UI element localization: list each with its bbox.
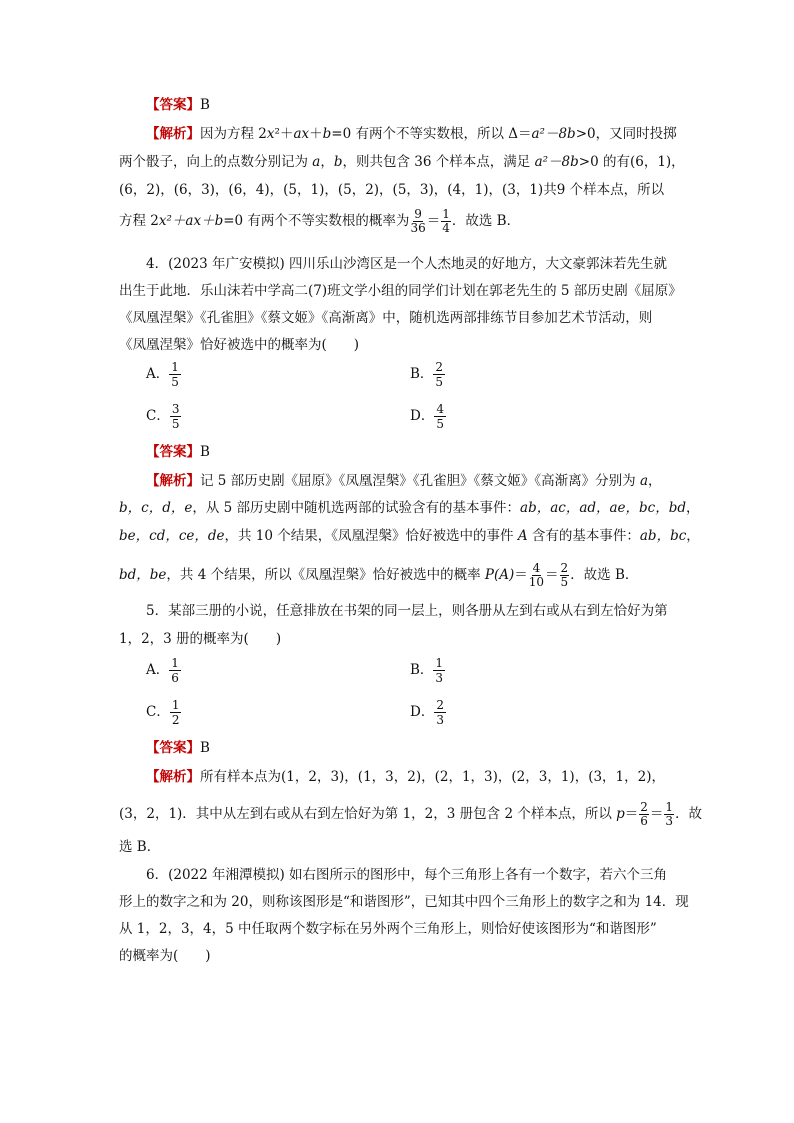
q6-stem-line-3: 从 1，2，3，4，5 中任取两个数字标在另外两个三角形上，则恰好使该图形为“和谐图形” <box>119 921 657 937</box>
q5-answer-line <box>146 739 210 757</box>
q6-stem-line-2: 形上的数字之和为 20，则称该图形是“和谐图形”，已知其中四个三角形上的数字之和为 14．现 <box>119 894 689 910</box>
q4-explanation-line-4: bd，be，共 4 个结果，所以《凤凰涅槃》恰好被选中的概率 P(A)＝ $\frac{4}{10}$ ＝ $\frac{2}{5}$ ．故选 B． <box>119 561 639 589</box>
answer-tag: 【答案】 <box>146 444 200 460</box>
q3-explanation-line-2: 两个骰子，向上的点数分别记为 a，b，则共包含 36 个样本点，满足 a²－8b>0 的有(6，1)， <box>119 154 685 170</box>
q4-stem-line-4: 《凤凰涅槃》恰好被选中的概率为( ) <box>119 337 360 353</box>
fraction: $\frac{2}{5}$ <box>560 561 569 589</box>
fraction: $\frac{9}{36}$ <box>410 207 426 235</box>
answer-value: B <box>200 444 210 460</box>
q6-stem-line-1: 6．(2022 年湘潭模拟) 如右图所示的图形中，每个三角形上各有一个数字，若六个三角 <box>146 867 668 883</box>
q4-answer-line <box>146 443 210 461</box>
answer-value: B <box>200 740 210 756</box>
fraction: $\frac{1}{3}$ <box>665 800 674 828</box>
q4-explanation-line-2: b，c，d，e，从 5 部历史剧中随机选两部的试验含有的基本事件：ab，ac，ad，ae，bc，bd， <box>119 500 700 516</box>
answer-value: B <box>200 97 210 113</box>
q5-explanation-line-2: (3，2，1)．其中从左到右或从右到左恰好为第 1，2，3 册包含 2 个样本点，所以 p＝ $\frac{2}{6}$ ＝ $\frac{1}{3}$ ．故 <box>119 800 703 828</box>
q5-explanation-line-1: 【解析】所有样本点为(1，2，3)，(1，3，2)，(2，1，3)，(2，3，1)，(3，1，2)， <box>146 769 666 785</box>
q5-option-a: A． $\frac{1}{6}$ <box>146 656 179 685</box>
q4-option-b: B． $\frac{2}{5}$ <box>410 360 444 389</box>
q3-explanation-line-3: (6，2)，(6，3)，(6，4)，(5，1)，(5，2)，(5，3)，(4，1)，(3，1)共9 个样本点，所以 <box>119 182 665 198</box>
answer-tag: 【答案】 <box>146 740 200 756</box>
q4-option-d: D． $\frac{4}{5}$ <box>410 402 444 431</box>
q4-option-c: C． $\frac{3}{5}$ <box>146 402 180 431</box>
q5-option-c: C． $\frac{1}{2}$ <box>146 698 180 727</box>
q4-stem-line-2: 出生于此地．乐山沫若中学高二(7)班文学小组的同学们计划在郭老先生的 5 部历史剧《屈原》 <box>119 283 682 299</box>
explanation-tag: 【解析】 <box>146 769 200 785</box>
q4-stem-line-3: 《凤凰涅槃》《孔雀胆》《蔡文姬》《高渐离》中，随机选两部排练节目参加艺术节活动，则 <box>119 310 653 326</box>
q5-stem-line-1: 5．某部三册的小说，任意排放在书架的同一层上，则各册从左到右或从右到左恰好为第 <box>146 603 668 619</box>
q3-answer-line <box>146 96 210 114</box>
q4-explanation-line-3: be，cd，ce，de，共 10 个结果，《凤凰涅槃》恰好被选中的事件 A 含有的基本事件：ab，bc， <box>119 528 700 544</box>
q5-option-d: D． $\frac{2}{3}$ <box>410 698 444 727</box>
q4-option-a: A． $\frac{1}{5}$ <box>146 360 179 389</box>
q5-option-b: B． $\frac{1}{3}$ <box>410 656 444 685</box>
q4-explanation-line-1: 【解析】记 5 部历史剧《屈原》《凤凰涅槃》《孔雀胆》《蔡文姬》《高渐离》分别为 a， <box>146 473 662 489</box>
q6-stem-line-4: 的概率为( ) <box>119 948 211 964</box>
q4-stem-line-1: 4．(2023 年广安模拟) 四川乐山沙湾区是一个人杰地灵的好地方，大文豪郭沫若先生就 <box>146 256 668 272</box>
q5-stem-line-2: 1，2，3 册的概率为( ) <box>119 631 282 647</box>
answer-tag: 【答案】 <box>146 97 200 113</box>
fraction: $\frac{1}{4}$ <box>442 207 450 235</box>
fraction: $\frac{4}{10}$ <box>528 561 545 589</box>
fraction: $\frac{2}{6}$ <box>640 800 648 828</box>
explanation-tag: 【解析】 <box>146 473 200 489</box>
q3-explanation-line-4: 方程 2x²＋ax＋b=0 有两个不等实数根的概率为 $\frac{9}{36}$ ＝ $\frac{1}{4}$ ．故选 B． <box>119 207 521 235</box>
q3-explanation-line-1: 【解析】因为方程 2x²＋ax＋b=0 有两个不等实数根，所以 Δ＝a²－8b>0，又同时投掷 <box>146 126 677 142</box>
q5-explanation-line-3: 选 B． <box>119 839 161 855</box>
explanation-tag: 【解析】 <box>146 126 200 142</box>
